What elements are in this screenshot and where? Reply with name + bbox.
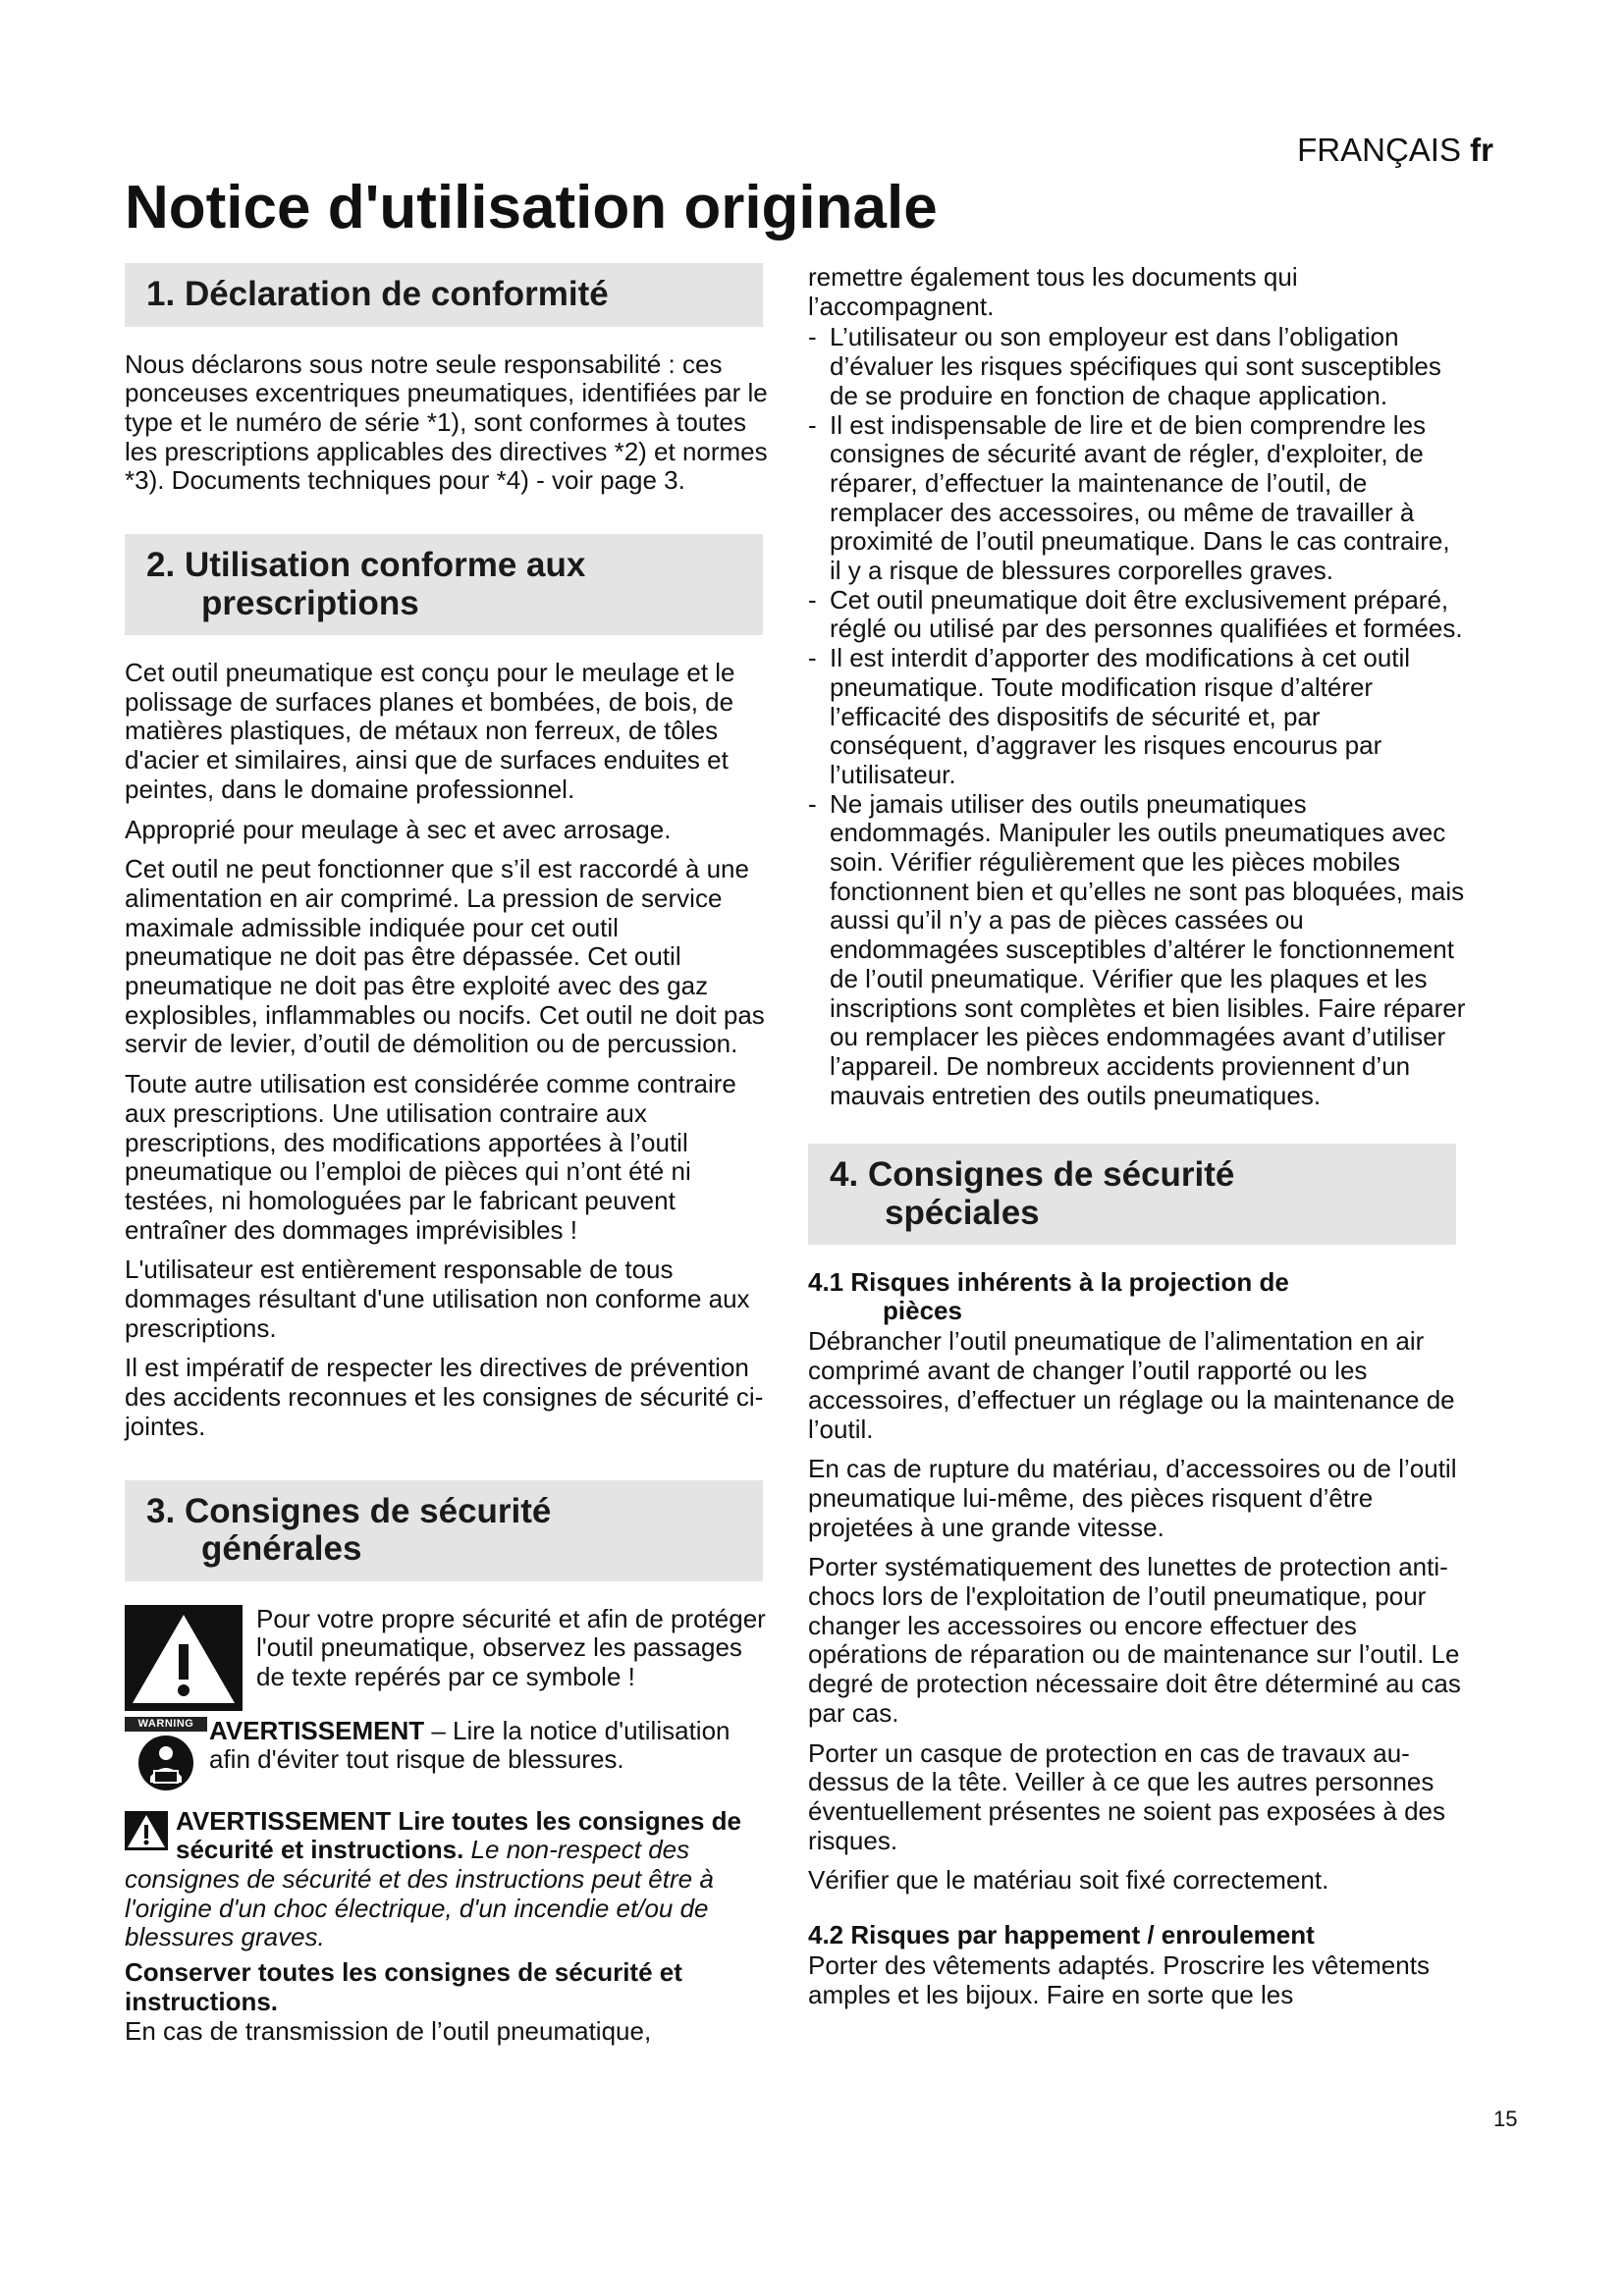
safety-symbol-note: [125, 1605, 773, 1711]
left-column: [125, 263, 773, 2046]
safety-symbol-text: Pour votre propre sécurité et afin de protéger l'outil pneumatique, observez les passages de texte repérés par ce symbole !: [256, 1603, 766, 1691]
section-2-paragraph-2: Approprié pour meulage à sec et avec arrosage.: [125, 814, 672, 844]
conserver-bold: Conserver toutes les consignes de sécurité et instructions.: [125, 1957, 682, 2016]
list-item: - Cet outil pneumatique doit être exclusivement préparé, réglé ou utilisé par des personnes qualifiées et formées.: [808, 584, 1463, 644]
subsection-4-1-paragraph-2: En cas de rupture du matériau, d’accessoires ou de l’outil pneumatique lui-même, des pièces risquent d’être projetées à une grande vitesse.: [808, 1454, 1457, 1542]
list-item: - Ne jamais utiliser des outils pneumatiques endommagés. Manipuler les outils pneumatiques avec soin. Vérifier régulièrement que les pièces mobiles fonctionnent bien et qu’elles ne sont pas bloquées, mais aussi qu’il n’y a pas de pièces cassées ou endommagées susceptibles d’altérer le fonctionnement de l’outil pneumatique. Vérifier que les plaques et les inscriptions sont complètes et bien lisibles. Faire réparer ou remplacer les pièces endommagées avant d’utiliser l’appareil. De nombreux accidents proviennent d’un mauvais entretien des outils pneumatiques.: [808, 788, 1466, 1110]
read-all-warning: [125, 1807, 773, 2047]
section-2-paragraph-3: Cet outil ne peut fonctionner que s’il est raccordé à une alimentation en air comprimé. La pression de service maximale admissible indiquée pour cet outil pneumatique ne doit pas être dépassée. Cet outil pneumatique ne doit pas être exploité avec des gaz explosibles, inflammables ou nocifs. Cet outil ne doit pas servir de levier, d’outil de démolition ou de percussion.: [125, 854, 765, 1059]
right-column: [808, 263, 1466, 2020]
page-number: 15: [1493, 2107, 1518, 2131]
section-2-paragraph-6: Il est impératif de respecter les directives de prévention des accidents reconnues et les consignes de sécurité ci-jointes.: [125, 1353, 764, 1441]
section-2-paragraph-4: Toute autre utilisation est considérée comme contraire aux prescriptions. Une utilisation contraire aux prescriptions, des modifications apportées à l’outil pneumatique ou l’emploi de pièces qui n’ont été ni testées, ni homologuées par le fabricant peuvent entraîner des dommages imprévisibles !: [125, 1069, 736, 1245]
section-1-title: Déclaration de conformité: [184, 275, 609, 313]
read-manual-icon: [125, 1732, 207, 1794]
transmission-text: En cas de transmission de l’outil pneumatique,: [125, 2015, 652, 2046]
section-1-heading: [125, 263, 763, 327]
section-2-number: 2.: [146, 546, 176, 585]
subsection-4-1-paragraph-4: Porter un casque de protection en cas de travaux au-dessus de la tête. Veiller à ce que les autres personnes éventuellement présentes ne soient pas exposées à des risques.: [808, 1737, 1445, 1855]
subsection-4-1-paragraph-3: Porter systématiquement des lunettes de protection anti-chocs lors de l'exploitation de l’outil pneumatique, pour changer les accessoires ou encore effectuer des opérations de réparation ou de maintenance sur l’outil. Le degré de protection nécessaire doit être déterminé au cas par cas.: [808, 1552, 1461, 1728]
page-title: Notice d'utilisation originale: [125, 174, 938, 241]
list-item: - L’utilisateur ou son employeur est dans l’obligation d’évaluer les risques spécifiques qui sont susceptibles de se produire en fonction de chaque application.: [808, 322, 1441, 410]
list-item: - Il est indispensable de lire et de bien comprendre les consignes de sécurité avant de régler, d'exploiter, de réparer, d’effectuer la maintenance de l’outil, de remplacer des accessoires, ou même de travailler à proximité de l’outil pneumatique. Dans le cas contraire, il y a risque de blessures corporelles graves.: [808, 409, 1450, 586]
section-2-title-line2: prescriptions: [201, 583, 419, 622]
section-3-number: 3.: [146, 1491, 176, 1530]
section-3-title-line1: Consignes de sécurité: [184, 1491, 552, 1530]
read-manual-warning: [125, 1717, 773, 1799]
safety-bullet-list: [808, 323, 1466, 1110]
section-2-heading: [125, 534, 763, 635]
subsection-4-1-paragraph-5: Vérifier que le matériau soit fixé correctement.: [808, 1865, 1329, 1896]
section-2-title-line1: Utilisation conforme aux: [184, 546, 586, 585]
section-2-paragraph-5: L'utilisateur est entièrement responsable de tous dommages résultant d'une utilisation non conforme aux prescriptions.: [125, 1255, 750, 1343]
section-2-paragraph-1: Cet outil pneumatique est conçu pour le meulage et le polissage de surfaces planes et bombées, de bois, de matières plastiques, de métaux non ferreux, de tôles d'acier et similaires, ainsi que de surfaces enduites et peintes, dans le domaine professionnel.: [125, 658, 735, 804]
section-4-title-line1: Consignes de sécurité: [867, 1155, 1235, 1195]
warning-triangle-icon: [125, 1605, 243, 1711]
small-warning-triangle-icon: [125, 1811, 168, 1850]
subsection-4-1-heading: 4.1 Risques inhérents à la projection de pièces: [808, 1267, 1289, 1326]
subsection-4-2-paragraph-1: Porter des vêtements adaptés. Proscrire les vêtements amples et les bijoux. Faire en sorte que les: [808, 1950, 1430, 2009]
section-3-heading: [125, 1480, 763, 1581]
section-1-paragraph: Nous déclarons sous notre seule responsabilité : ces ponceuses excentriques pneumatiques, identifiées par le type et le numéro de série *1), sont conformes à toutes les prescriptions applicables des directives *2) et normes *3). Documents techniques pour *4) - voir page 3.: [125, 348, 768, 496]
subsection-4-1-paragraph-1: Débrancher l’outil pneumatique de l’alimentation en air comprimé avant de changer l’outil rapporté ou les accessoires, d’effectuer un réglage ou la maintenance de l’outil.: [808, 1326, 1455, 1444]
section-4-number: 4.: [830, 1155, 859, 1195]
language-indicator: [1297, 132, 1493, 169]
read-manual-icon-block: [125, 1717, 207, 1799]
warning-text: – Lire la notice d'utilisation afin d'éviter tout risque de blessures.: [209, 1715, 731, 1775]
subsection-4-2-heading: 4.2 Risques par happement / enroulement: [808, 1920, 1315, 1950]
warning-bold: AVERTISSEMENT: [209, 1715, 425, 1745]
list-item: - Il est interdit d’apporter des modifications à cet outil pneumatique. Toute modification risque d’altérer l’efficacité des dispositifs de sécurité et, par conséquent, d’aggraver les risques encourus par l’utilisateur.: [808, 643, 1411, 789]
transmission-continuation: remettre également tous les documents qui l’accompagnent.: [808, 262, 1298, 321]
section-4-heading: [808, 1144, 1456, 1245]
section-1-number: 1.: [146, 275, 176, 313]
section-3-title-line2: générales: [201, 1529, 362, 1569]
avertissement-italic: Le non-respect des consignes de sécurité et des instructions peut être à l'origine d'un choc électrique, d'un incendie et/ou de blessures graves.: [125, 1835, 714, 1952]
warning-label: WARNING: [125, 1717, 207, 1732]
language-code: fr: [1470, 132, 1493, 168]
avertissement-bold: AVERTISSEMENT Lire toutes les consignes de sécurité et instructions.: [176, 1805, 741, 1865]
section-4-title-line2: spéciales: [885, 1193, 1040, 1232]
language-label: FRANÇAIS: [1297, 132, 1461, 168]
